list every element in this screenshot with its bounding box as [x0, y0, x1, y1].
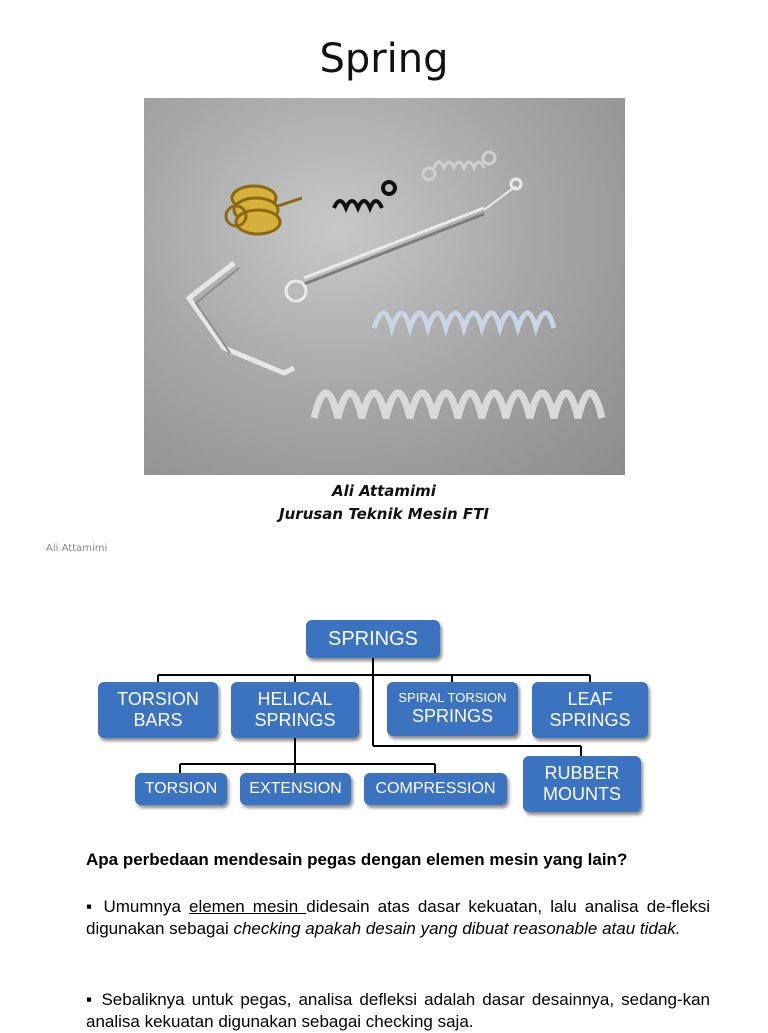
helical-springs-node — [231, 682, 359, 738]
bullet1-lead: ▪ Umumnya — [86, 897, 189, 916]
compression-node — [364, 773, 507, 805]
torsion-bars-node — [98, 682, 218, 738]
springs-photo — [144, 98, 625, 475]
footer-note: Ali Attamimi — [46, 543, 108, 554]
torsion-label: TORSION — [144, 779, 218, 797]
caption-author: Ali Attamimi — [332, 482, 436, 500]
bullet-paragraph-2: ▪ Sebaliknya untuk pegas, analisa defleksi adalah dasar desainnya, sedang-kan analisa kekuatan digunakan sebagai checking saja. — [86, 990, 710, 1031]
bullet1-italic: checking apakah desain yang dibuat reasonable atau tidak. — [233, 919, 681, 938]
bullet-paragraph-1 — [86, 896, 710, 940]
compression-label: COMPRESSION — [375, 779, 496, 797]
springs-label: SPRINGS — [327, 627, 419, 650]
torsion-bars-line1: TORSION — [117, 689, 199, 710]
rubber-mounts-node — [523, 756, 641, 812]
caption-department: Jurusan Teknik Mesin FTI — [279, 505, 489, 523]
brass-spring — [226, 186, 302, 234]
springs-node — [306, 620, 440, 658]
leaf-springs-line1: LEAF — [567, 689, 613, 710]
leaf-springs-line2: SPRINGS — [549, 710, 631, 730]
question-heading: Apa perbedaan mendesain pegas dengan elemen mesin yang lain? — [86, 850, 628, 869]
torsion-bars-line2: BARS — [133, 710, 183, 730]
rubber-mounts-line2: MOUNTS — [543, 784, 621, 804]
extension-label: EXTENSION — [249, 779, 342, 797]
bullet1-underlined-term: elemen mesin — [188, 897, 307, 916]
bullet1-middle: didesain atas dasar kekuatan, lalu analisa de-fleksi digunakan sebagai — [86, 897, 710, 938]
torsion-node — [135, 773, 227, 805]
spiral-torsion-line2: SPRINGS — [411, 706, 494, 727]
rubber-mounts-line1: RUBBER — [544, 763, 620, 784]
leaf-springs-node — [532, 682, 648, 738]
spiral-torsion-line1: SPIRAL TORSION — [398, 690, 507, 706]
spiral-torsion-springs-node — [387, 682, 518, 736]
extension-node — [240, 773, 351, 805]
helical-springs-line1: HELICAL — [257, 689, 333, 710]
page-title: Spring — [319, 36, 449, 82]
helical-springs-line2: SPRINGS — [254, 710, 336, 730]
